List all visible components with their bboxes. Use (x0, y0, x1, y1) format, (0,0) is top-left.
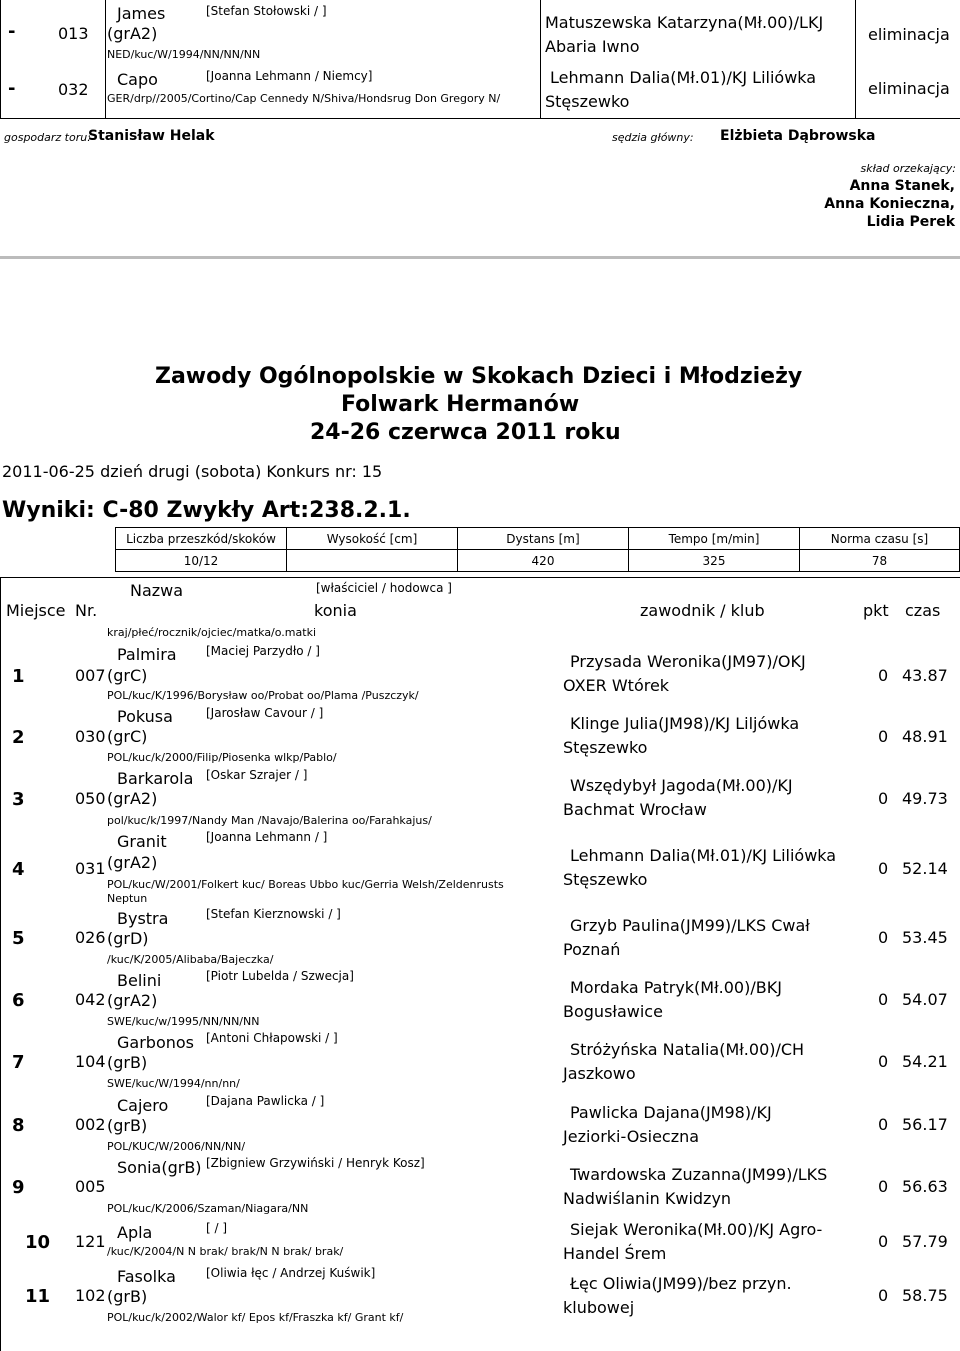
prev-row-dash: - (8, 78, 16, 99)
row-club: klubowej (563, 1298, 635, 1317)
row-pedigree: POL/KUC/W/2006/NN/NN/ (107, 1140, 246, 1153)
row-nr: 005 (75, 1177, 106, 1196)
row-club: Jaszkowo (563, 1064, 636, 1083)
prev-row-club: Abaria Iwno (545, 37, 640, 56)
row-group: (grA2) (107, 991, 158, 1010)
row-group: (grB) (107, 1287, 148, 1306)
spec-value-cell: 78 (800, 550, 960, 572)
header-konia: konia (314, 601, 357, 620)
row-horse-name: Palmira (117, 645, 177, 664)
row-pedigree: /kuc/K/2004/N N brak/ brak/N N brak/ brak/ (107, 1245, 344, 1258)
row-club: Stęszewko (563, 870, 648, 889)
row-horse-name: Barkarola (117, 769, 194, 788)
spec-value-cell: 10/12 (116, 550, 287, 572)
row-time: 54.21 (902, 1052, 948, 1071)
prev-row-pedigree: GER/drp//2005/Cortino/Cap Cennedy N/Shiva/Hondsrug Don Gregory N/ (107, 92, 501, 105)
row-owner: [Zbigniew Grzywiński / Henryk Kosz] (206, 1156, 425, 1170)
row-group: (grB) (107, 1053, 148, 1072)
row-pedigree: POL/kuc/W/2001/Folkert kuc/ Boreas Ubbo kuc/Gerria Welsh/Zeldenrusts (107, 878, 504, 891)
row-rider: Stróżyńska Natalia(Mł.00)/CH (570, 1040, 805, 1059)
row-pedigree: POL/kuc/K/2006/Szaman/Niagara/NN (107, 1202, 309, 1215)
row-time: 56.63 (902, 1177, 948, 1196)
row-time: 49.73 (902, 789, 948, 808)
row-horse-name: Granit (117, 832, 167, 851)
row-place: 3 (12, 789, 25, 810)
row-pkt: 0 (878, 727, 889, 746)
judge-name: Elżbieta Dąbrowska (720, 128, 876, 144)
row-nr: 002 (75, 1115, 106, 1134)
row-place: 1 (12, 666, 25, 687)
row-rider: Grzyb Paulina(JM99)/LKS Cwał (570, 916, 810, 935)
spec-value-cell: 325 (629, 550, 800, 572)
row-rider: Łęc Oliwia(JM99)/bez przyn. (570, 1274, 792, 1293)
spec-header-cell: Norma czasu [s] (800, 528, 960, 550)
row-club: Stęszewko (563, 738, 648, 757)
row-club: Jeziorki-Osieczna (563, 1127, 700, 1146)
frame-line (0, 0, 1, 118)
row-owner: [Oskar Szrajer / ] (206, 768, 308, 782)
row-rider: Siejak Weronika(Mł.00)/KJ Agro- (570, 1220, 823, 1239)
prev-row-nr: 032 (58, 80, 89, 99)
row-rider: Pawlicka Dajana(JM98)/KJ (570, 1103, 772, 1122)
frame-line (105, 0, 106, 118)
row-pkt: 0 (878, 1286, 889, 1305)
judge-label: sędzia główny: (612, 131, 694, 144)
prev-row-rider: Matuszewska Katarzyna(Mł.00)/LKJ (545, 13, 824, 32)
row-horse-name: Fasolka (117, 1267, 176, 1286)
row-rider: Przysada Weronika(JM97)/OKJ (570, 652, 806, 671)
row-pedigree: SWE/kuc/w/1995/NN/NN/NN (107, 1015, 260, 1028)
header-pedigree: kraj/płeć/rocznik/ojciec/matka/o.matki (107, 626, 316, 639)
row-group: (grA2) (107, 853, 158, 872)
row-place: 4 (12, 859, 25, 880)
table-left-line (0, 577, 1, 1351)
row-group: (grC) (107, 666, 148, 685)
row-rider: Twardowska Zuzanna(JM99)/LKS (570, 1165, 828, 1184)
row-pedigree: POL/kuc/k/2002/Walor kf/ Epos kf/Fraszka kf/ Grant kf/ (107, 1311, 404, 1324)
header-name: Nazwa (130, 581, 184, 600)
row-place: 8 (12, 1115, 25, 1136)
row-nr: 031 (75, 859, 106, 878)
row-club: Bogusławice (563, 1002, 663, 1021)
prev-row-owner: [Joanna Lehmann / Niemcy] (206, 69, 373, 83)
row-club: Nadwiślanin Kwidzyn (563, 1189, 732, 1208)
header-owner: [właściciel / hodowca ] (316, 581, 452, 595)
row-nr: 121 (75, 1232, 106, 1251)
row-group: (grB) (107, 1116, 148, 1135)
row-pkt: 0 (878, 789, 889, 808)
event-venue: Folwark Hermanów (341, 392, 580, 417)
row-place: 6 (12, 990, 25, 1011)
row-time: 53.45 (902, 928, 948, 947)
row-group: (grC) (107, 727, 148, 746)
prev-row-result: eliminacja (868, 79, 950, 98)
spec-value-row (116, 550, 960, 572)
row-owner: [Stefan Kierznowski / ] (206, 907, 341, 921)
frame-line (540, 0, 541, 118)
row-owner: [Jarosław Cavour / ] (206, 706, 324, 720)
prev-row-group: (grA2) (107, 24, 158, 43)
row-horse-name: Sonia(grB) (117, 1158, 202, 1177)
row-place: 10 (25, 1232, 51, 1253)
host-label: gospodarz toru: (4, 131, 91, 144)
event-title: Zawody Ogólnopolskie w Skokach Dzieci i Młodzieży (155, 364, 803, 389)
row-pedigree: SWE/kuc/W/1994/nn/nn/ (107, 1077, 240, 1090)
row-time: 54.07 (902, 990, 948, 1009)
row-pkt: 0 (878, 1052, 889, 1071)
prev-row-horse-name: James (117, 4, 166, 23)
row-owner: [Dajana Pawlicka / ] (206, 1094, 325, 1108)
row-pkt: 0 (878, 990, 889, 1009)
prev-row-owner: [Stefan Stołowski / ] (206, 4, 327, 18)
row-nr: 102 (75, 1286, 106, 1305)
spec-header-cell: Liczba przeszkód/skoków (116, 528, 287, 550)
row-nr: 042 (75, 990, 106, 1009)
row-nr: 030 (75, 727, 106, 746)
panel-member: Anna Stanek, (849, 178, 955, 194)
row-club: Poznań (563, 940, 621, 959)
row-owner: [ / ] (206, 1221, 228, 1235)
row-time: 48.91 (902, 727, 948, 746)
row-group: (grA2) (107, 789, 158, 808)
row-place: 11 (25, 1286, 51, 1307)
row-time: 57.79 (902, 1232, 948, 1251)
row-owner: [Piotr Lubelda / Szwecja] (206, 969, 354, 983)
row-place: 5 (12, 928, 25, 949)
competition-day-line: 2011-06-25 dzień drugi (sobota) Konkurs nr: 15 (2, 462, 383, 481)
spec-value-cell: 420 (458, 550, 629, 572)
spec-value-cell (287, 550, 458, 572)
header-czas: czas (905, 601, 941, 620)
row-pkt: 0 (878, 928, 889, 947)
row-nr: 007 (75, 666, 106, 685)
row-place: 7 (12, 1052, 25, 1073)
prev-row-dash: - (8, 21, 16, 42)
course-spec-table (115, 527, 960, 572)
row-pkt: 0 (878, 666, 889, 685)
row-owner: [Maciej Parzydło / ] (206, 644, 320, 658)
row-horse-name: Belini (117, 971, 162, 990)
spec-header-cell: Tempo [m/min] (629, 528, 800, 550)
section-divider (0, 256, 960, 259)
row-pedigree: /kuc/K/2005/Alibaba/Bajeczka/ (107, 953, 274, 966)
frame-line (855, 0, 856, 118)
row-owner: [Joanna Lehmann / ] (206, 830, 328, 844)
prev-row-pedigree: NED/kuc/W/1994/NN/NN/NN (107, 48, 261, 61)
row-pkt: 0 (878, 1232, 889, 1251)
row-pkt: 0 (878, 1115, 889, 1134)
spec-header-row (116, 528, 960, 550)
panel-member: Anna Konieczna, (824, 196, 955, 212)
header-pkt: pkt (863, 601, 889, 620)
row-rider: Mordaka Patryk(Mł.00)/BKJ (570, 978, 782, 997)
frame-line (0, 118, 960, 119)
host-name: Stanisław Helak (88, 128, 215, 144)
row-owner: [Oliwia łęc / Andrzej Kuświk] (206, 1266, 376, 1280)
row-rider: Klinge Julia(JM98)/KJ Liljówka (570, 714, 800, 733)
row-horse-name: Pokusa (117, 707, 173, 726)
row-owner: [Antoni Chłapowski / ] (206, 1031, 338, 1045)
row-club: Bachmat Wrocław (563, 800, 707, 819)
row-time: 52.14 (902, 859, 948, 878)
spec-header-cell: Wysokość [cm] (287, 528, 458, 550)
prev-row-result: eliminacja (868, 25, 950, 44)
row-rider: Wszędybył Jagoda(Mł.00)/KJ (570, 776, 793, 795)
table-top-line (0, 577, 960, 578)
row-horse-name: Bystra (117, 909, 169, 928)
row-pedigree: pol/kuc/k/1997/Nandy Man /Navajo/Balerina oo/Farahkajus/ (107, 814, 432, 827)
results-title: Wyniki: C-80 Zwykły Art:238.2.1. (2, 498, 411, 523)
row-place: 2 (12, 727, 25, 748)
header-place: Miejsce (6, 601, 66, 620)
event-dates: 24-26 czerwca 2011 roku (310, 420, 621, 445)
row-nr: 050 (75, 789, 106, 808)
prev-row-horse-name: Capo (117, 70, 158, 89)
prev-row-nr: 013 (58, 24, 89, 43)
row-place: 9 (12, 1177, 25, 1198)
row-pkt: 0 (878, 1177, 889, 1196)
row-pedigree: POL/kuc/k/2000/Filip/Piosenka wlkp/Pablo/ (107, 751, 337, 764)
row-time: 43.87 (902, 666, 948, 685)
row-time: 56.17 (902, 1115, 948, 1134)
row-group: (grD) (107, 929, 149, 948)
row-club: OXER Wtórek (563, 676, 670, 695)
row-pkt: 0 (878, 859, 889, 878)
row-nr: 026 (75, 928, 106, 947)
row-horse-name: Cajero (117, 1096, 169, 1115)
spec-header-cell: Dystans [m] (458, 528, 629, 550)
panel-member: Lidia Perek (866, 214, 955, 230)
row-nr: 104 (75, 1052, 106, 1071)
row-horse-name: Garbonos (117, 1033, 194, 1052)
row-pedigree-continued: Neptun (107, 892, 148, 905)
row-rider: Lehmann Dalia(Mł.01)/KJ Liliówka (570, 846, 837, 865)
prev-row-club: Stęszewko (545, 92, 630, 111)
row-club: Handel Śrem (563, 1244, 667, 1263)
prev-row-rider: Lehmann Dalia(Mł.01)/KJ Liliówka (550, 68, 817, 87)
row-time: 58.75 (902, 1286, 948, 1305)
header-nr: Nr. (75, 601, 98, 620)
header-rider: zawodnik / klub (640, 601, 765, 620)
panel-label: skład orzekający: (860, 162, 956, 175)
row-pedigree: POL/kuc/K/1996/Borysław oo/Probat oo/Plama /Puszczyk/ (107, 689, 419, 702)
row-horse-name: Apla (117, 1223, 153, 1242)
